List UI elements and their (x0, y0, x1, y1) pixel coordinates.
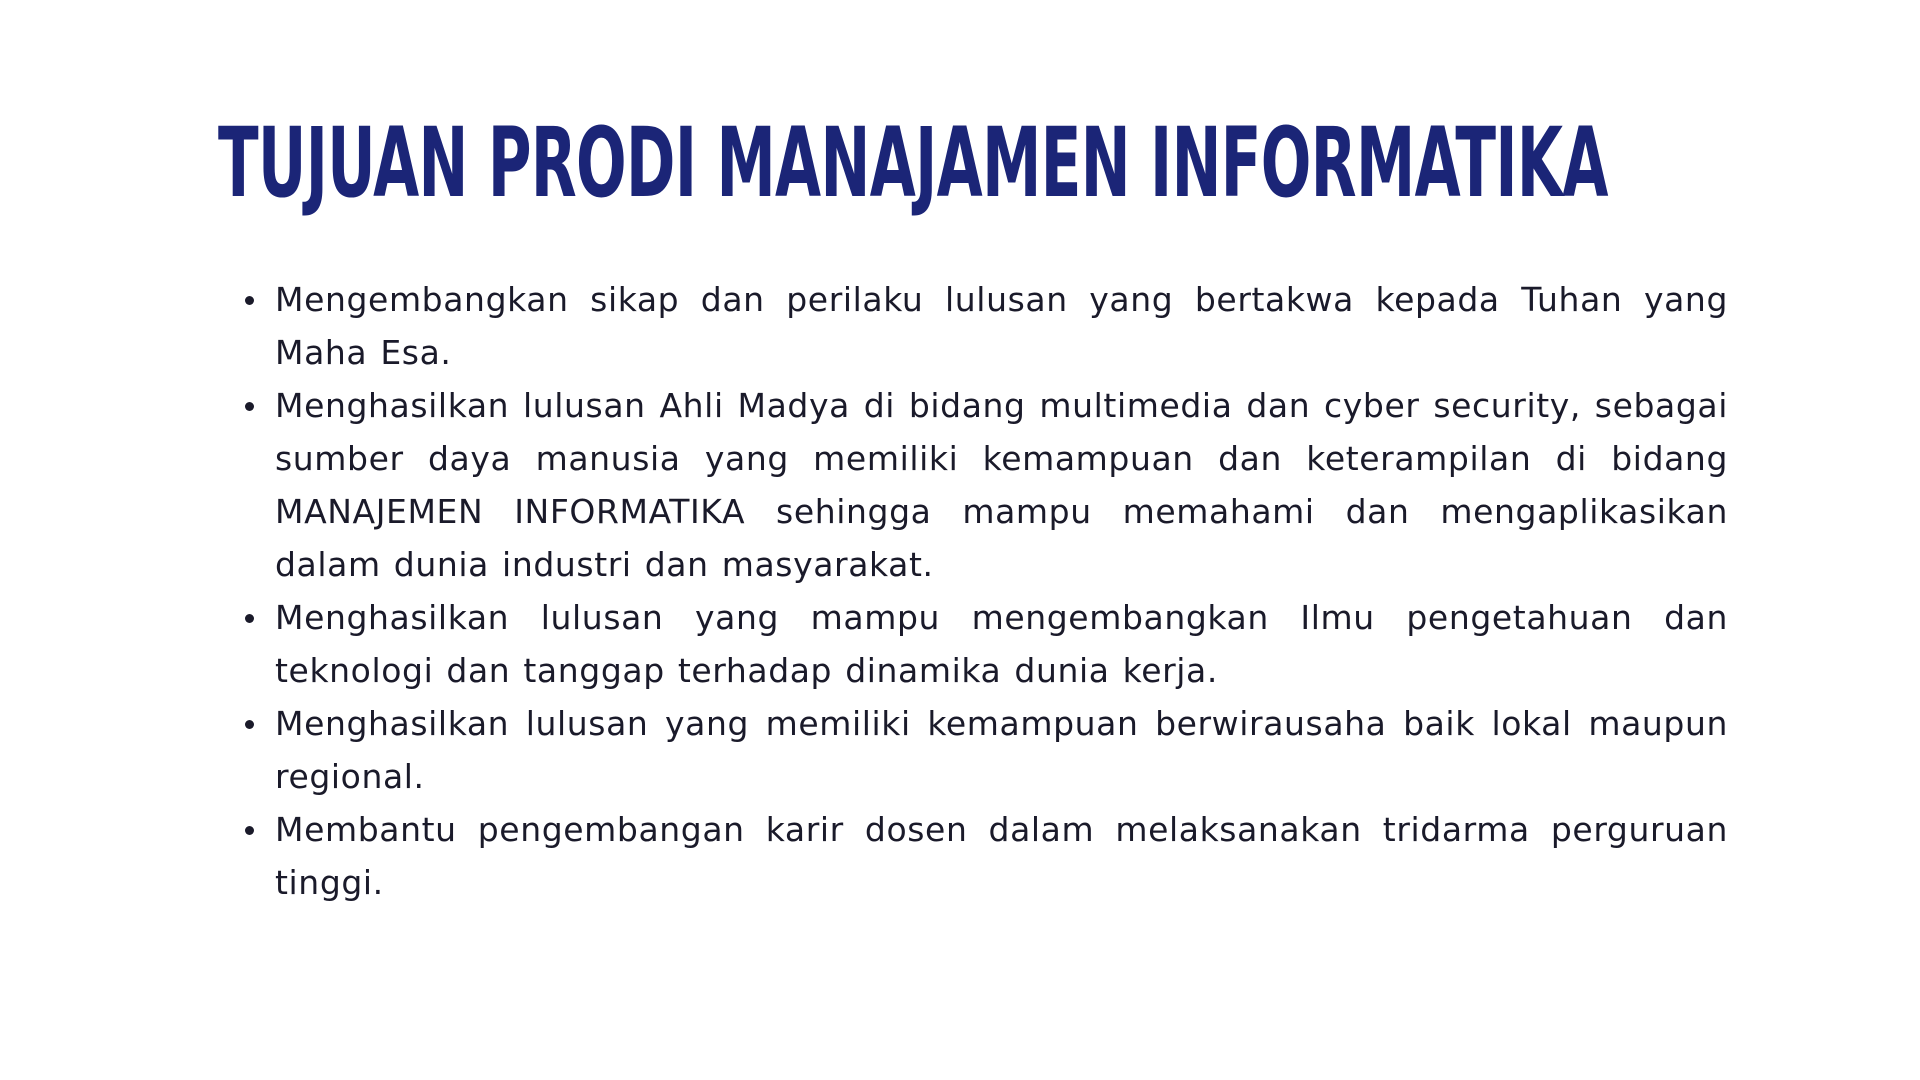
bullet-icon (245, 720, 254, 729)
bullet-icon (245, 402, 254, 411)
bullet-icon (245, 614, 254, 623)
list-item (245, 697, 1728, 803)
slide-title: TUJUAN PRODI MANAJAMEN INFORMATIKA (218, 107, 1608, 219)
bullet-icon (245, 826, 254, 835)
goal-text: Menghasilkan lulusan Ahli Madya di bidang multimedia dan cyber security, sebagai sumber daya manusia yang memiliki kemampuan dan keterampilan di bidang MANAJEMEN INFORMATIKA sehingga mampu memahami dan mengaplikasikan dalam dunia industri dan masyarakat. (275, 386, 1728, 584)
goal-text: Menghasilkan lulusan yang mampu mengembangkan Ilmu pengetahuan dan teknologi dan tanggap terhadap dinamika dunia kerja. (275, 598, 1728, 690)
list-item (245, 803, 1728, 909)
bullet-icon (245, 296, 254, 305)
goal-text: Membantu pengembangan karir dosen dalam melaksanakan tridarma perguruan tinggi. (275, 810, 1728, 902)
goal-text: Mengembangkan sikap dan perilaku lulusan yang bertakwa kepada Tuhan yang Maha Esa. (275, 280, 1728, 372)
list-item (245, 273, 1728, 379)
list-item (245, 379, 1728, 591)
goals-list (245, 273, 1728, 909)
list-item (245, 591, 1728, 697)
goal-text: Menghasilkan lulusan yang memiliki kemampuan berwirausaha baik lokal maupun regional. (275, 704, 1728, 796)
